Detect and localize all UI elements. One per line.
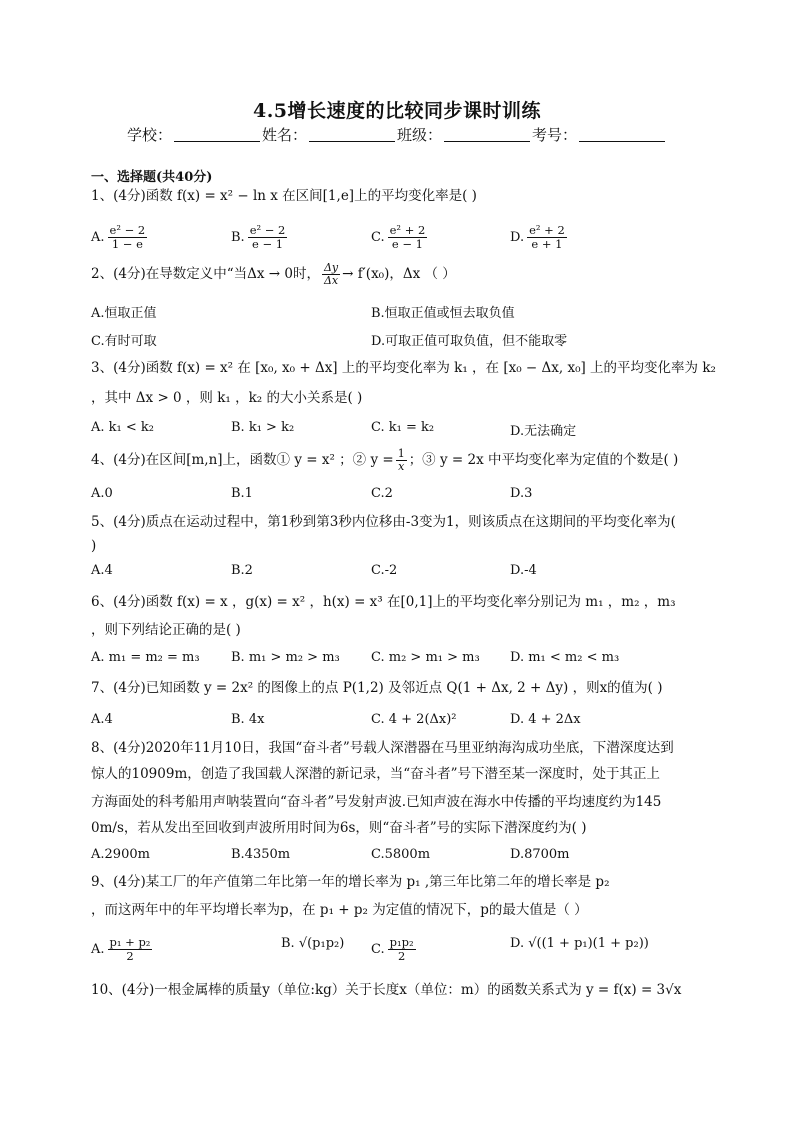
option-a[interactable]: A.4 [91,712,113,727]
question-5-stem-line2: ) [91,538,97,554]
option-d[interactable]: D.-4 [510,563,537,578]
question-9-stem-line2: ，而这两年中的年平均增长率为p，在 p₁ + p₂ 为定值的情况下，p的最大值是（ ） [91,902,588,918]
name-label: 姓名： [261,126,307,144]
option-d[interactable]: D. √((1 + p₁)(1 + p₂)) [510,936,649,951]
question-9-options [91,935,711,963]
option-d[interactable]: D.可取正值可取负值，但不能取零 [371,334,568,349]
question-3-stem-line1: 3、(4分)函数 f(x) = x² 在 [x₀, x₀ + Δx] 上的平均变化率为 k₁ ，在 [x₀ − Δx, x₀] 上的平均变化率为 k₂ [91,360,716,376]
question-2-stem: 2、(4分)在导数定义中“当Δx → 0时， $\frac{\Delta y}{\Delta x}$ → f′(x₀)，Δx （ ） [91,261,456,287]
option-b[interactable]: B. 4x [231,712,265,727]
option-a[interactable]: A. p₁ + p₂ 2 [91,935,151,963]
question-2-options-row2 [91,330,711,354]
option-b[interactable]: B.1 [231,486,253,501]
option-a[interactable]: A.恒取正值 [91,306,157,321]
question-8-options [91,847,711,871]
option-d[interactable]: D.无法确定 [510,424,577,439]
question-6-stem-line2: ，则下列结论正确的是( ) [91,622,241,638]
option-b[interactable]: B.恒取正值或恒去取负值 [371,306,515,321]
question-7-options [91,712,711,736]
question-6-options [91,650,711,674]
option-d[interactable]: D. 4 + 2Δx [510,712,581,727]
option-b[interactable]: B. √(p₁p₂) [281,936,345,951]
option-c[interactable]: C.2 [371,486,393,501]
option-b[interactable]: B.2 [231,563,253,578]
class-label: 班级： [397,126,443,144]
question-8-stem-line4: 0m/s，若从发出至回收到声波所用时间为6s，则“奋斗者”号的实际下潜深度约为( ) [91,820,587,836]
option-a[interactable]: A. m₁ = m₂ = m₃ [91,650,200,665]
question-1-stem: 1、(4分)函数 f(x) = x² − ln x 在区间[1,e]上的平均变化率是( ) [91,188,477,204]
option-c[interactable]: C. e² + 2 e − 1 [371,223,426,251]
option-d[interactable]: D.3 [510,486,533,501]
question-9-stem-line1: 9、(4分)某工厂的年产值第二年比第一年的增长率为 p₁ ,第三年比第二年的增长率是 p₂ [91,874,610,890]
option-c[interactable]: C. 4 + 2(Δx)² [371,712,457,727]
page-title: 4.5增长速度的比较同步课时训练 [252,100,542,122]
option-b[interactable]: B.4350m [231,847,291,862]
option-c[interactable]: C. p₁p₂ 2 [371,935,414,963]
question-10-stem: 10、(4分)一根金属棒的质量y（单位:kg）关于长度x（单位：m）的函数关系式为 y = f(x) = 3√x [91,982,682,998]
question-3-stem-line2: ，其中 Δx > 0 ，则 k₁ ，k₂ 的大小关系是( ) [91,390,363,406]
question-5-stem-line1: 5、(4分)质点在运动过程中，第1秒到第3秒内位移由-3变为1，则该质点在这期间的平均变化率为( [91,514,676,530]
class-blank[interactable] [444,141,530,142]
question-3-options [91,420,711,444]
option-a[interactable]: A.4 [91,563,113,578]
option-a[interactable]: A. e² − 2 1 − e [91,223,146,251]
question-4-options [91,486,711,510]
option-d[interactable]: D.8700m [510,847,570,862]
option-b[interactable]: B. e² − 2 e − 1 [231,223,286,251]
question-8-stem-line3: 方海面处的科考船用声呐装置向“奋斗者”号发射声波.已知声波在海水中传播的平均速度约为145 [91,794,662,810]
question-8-stem-line2: 惊人的10909m，创造了我国载人深潜的新记录，当“奋斗者”号下潜至某一深度时，处于其正上 [91,766,661,782]
question-6-stem-line1: 6、(4分)函数 f(x) = x ，g(x) = x² ，h(x) = x³ 在[0,1]上的平均变化率分别记为 m₁ ，m₂ ，m₃ [91,594,676,610]
student-info-line [0,124,794,145]
question-1-options [91,223,711,251]
option-d[interactable]: D. e² + 2 e + 1 [510,223,565,251]
option-a[interactable]: A.2900m [91,847,150,862]
question-4-stem: 4、(4分)在区间[m,n]上，函数① y = x² ；② y = $\frac{1}{x}$ ；③ y = 2x 中平均变化率为定值的个数是( ) [91,447,679,473]
school-label: 学校： [126,126,172,144]
option-a[interactable]: A.0 [91,486,113,501]
question-7-stem: 7、(4分)已知函数 y = 2x² 的图像上的点 P(1,2) 及邻近点 Q(1 + Δx, 2 + Δy) ，则x的值为( ) [91,680,663,696]
option-c[interactable]: C.5800m [371,847,431,862]
question-5-options [91,563,711,587]
option-b[interactable]: B. k₁ > k₂ [231,420,295,435]
school-blank[interactable] [174,141,260,142]
option-c[interactable]: C.-2 [371,563,398,578]
exam-no-label: 考号： [532,126,578,144]
name-blank[interactable] [309,141,395,142]
option-d[interactable]: D. m₁ < m₂ < m₃ [510,650,620,665]
exam-no-blank[interactable] [579,141,665,142]
option-c[interactable]: C. k₁ = k₂ [371,420,435,435]
option-c[interactable]: C.有时可取 [91,334,157,349]
question-2-options [91,302,711,326]
section-title: 一、选择题(共40分) [91,170,213,185]
option-a[interactable]: A. k₁ < k₂ [91,420,154,435]
option-c[interactable]: C. m₂ > m₁ > m₃ [371,650,480,665]
option-b[interactable]: B. m₁ > m₂ > m₃ [231,650,340,665]
question-8-stem-line1: 8、(4分)2020年11月10日，我国“奋斗者”号载人深潜器在马里亚纳海沟成功坐底，下潜深度达到 [91,740,674,756]
